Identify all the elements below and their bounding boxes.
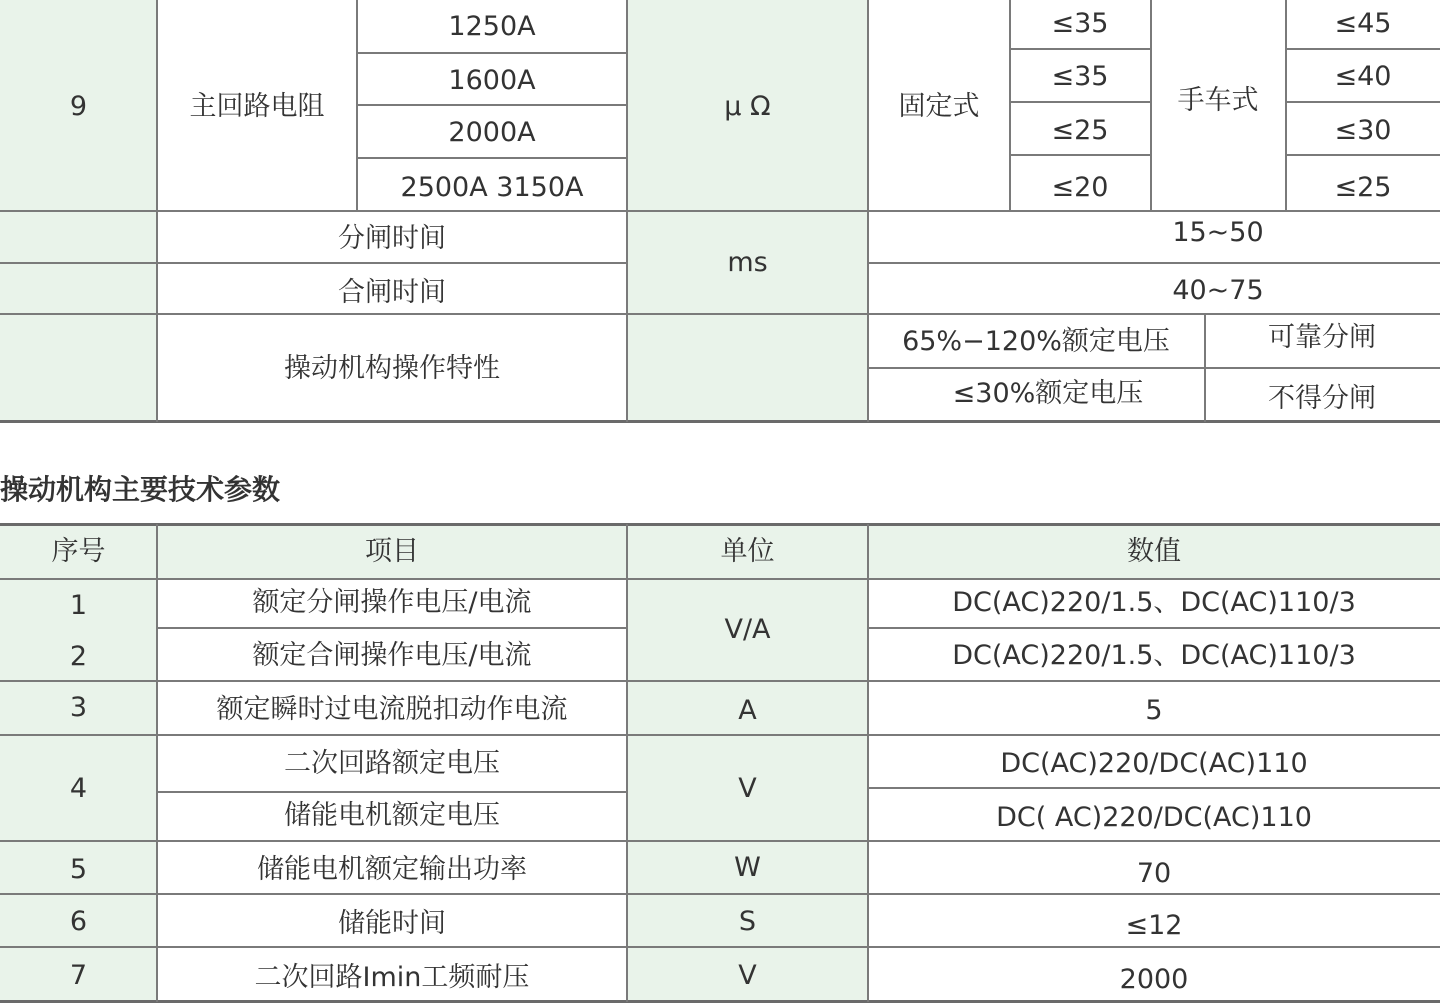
- grid-line: [357, 104, 627, 106]
- row-item: 额定分闸操作电压/电流: [252, 586, 532, 618]
- grid-line: [626, 524, 628, 1002]
- current-2500-3150: 2500A 3150A: [400, 171, 584, 203]
- current-1600: 1600A: [448, 64, 536, 96]
- unit-va: V/A: [724, 613, 771, 645]
- fixed-type-label: 固定式: [898, 90, 980, 122]
- row-item: 储能时间: [338, 907, 446, 939]
- grid-line: [1286, 101, 1440, 103]
- grid-line: [867, 524, 869, 1002]
- current-1250: 1250A: [448, 10, 536, 42]
- row-value: DC(AC)220/1.5、DC(AC)110/3: [952, 639, 1356, 671]
- resistance-label: 主回路电阻: [189, 90, 325, 122]
- closing-time-value: 40~75: [1172, 274, 1264, 306]
- fixed-value: ≤25: [1051, 114, 1109, 146]
- row-unit: V: [738, 959, 757, 991]
- grid-line: [1286, 154, 1440, 156]
- operating-result: 不得分闸: [1268, 382, 1376, 414]
- header-unit: 单位: [720, 536, 775, 567]
- grid-line: [0, 313, 1440, 315]
- fixed-value: ≤35: [1051, 7, 1109, 39]
- grid-line: [1286, 48, 1440, 50]
- grid-line: [356, 0, 358, 212]
- truck-type-label: 手车式: [1177, 84, 1259, 116]
- resistance-index: 9: [69, 90, 88, 122]
- grid-line: [157, 627, 627, 629]
- row-value: 70: [1136, 857, 1172, 889]
- operating-condition: 65%−120%额定电压: [902, 325, 1170, 357]
- operating-condition: ≤30%额定电压: [952, 377, 1144, 409]
- row-index: 1: [69, 589, 88, 621]
- grid-line: [868, 627, 1440, 629]
- unit-v: V: [738, 772, 757, 804]
- row-item: 储能电机额定电压: [284, 799, 500, 831]
- grid-line: [357, 157, 627, 159]
- table-top-border: [0, 523, 1440, 526]
- row-index: 6: [69, 905, 88, 937]
- table-bottom-border: [0, 420, 1440, 423]
- fixed-value: ≤20: [1051, 171, 1109, 203]
- operating-label: 操动机构操作特性: [284, 352, 500, 384]
- row-value: ≤12: [1125, 909, 1183, 941]
- grid-line: [0, 893, 1440, 895]
- grid-line: [156, 0, 158, 422]
- time-unit: ms: [727, 246, 768, 278]
- grid-line: [0, 734, 1440, 736]
- grid-line: [1010, 101, 1150, 103]
- row-unit: W: [734, 851, 761, 883]
- row-unit: S: [738, 905, 757, 937]
- grid-line: [1010, 48, 1150, 50]
- row-index: 4: [69, 772, 88, 804]
- row-item: 储能电机额定输出功率: [257, 853, 527, 885]
- row-item: 二次回路额定电压: [284, 747, 500, 779]
- grid-line: [626, 0, 628, 422]
- fixed-value: ≤35: [1051, 60, 1109, 92]
- row-value: 2000: [1119, 963, 1189, 995]
- row-item: 额定合闸操作电压/电流: [252, 639, 532, 671]
- grid-line: [868, 262, 1440, 264]
- row-item: 额定瞬时过电流脱扣动作电流: [216, 693, 568, 725]
- grid-line: [868, 787, 1440, 789]
- grid-line: [0, 262, 627, 264]
- row-item: 二次回路Imin工频耐压: [254, 961, 530, 993]
- truck-value: ≤25: [1334, 171, 1392, 203]
- grid-line: [1285, 0, 1287, 212]
- header-index: 序号: [51, 536, 106, 567]
- grid-line: [1009, 0, 1011, 212]
- truck-value: ≤40: [1334, 60, 1392, 92]
- row-index: 5: [69, 853, 88, 885]
- current-2000: 2000A: [448, 116, 536, 148]
- grid-line: [1150, 0, 1152, 212]
- table-bottom-border: [0, 1000, 1440, 1003]
- row-value: 5: [1145, 694, 1163, 726]
- grid-line: [0, 210, 1440, 212]
- row-value: DC(AC)220/DC(AC)110: [1000, 747, 1308, 779]
- closing-time-label: 合闸时间: [338, 276, 446, 308]
- grid-line: [1010, 154, 1150, 156]
- row-index: 7: [69, 959, 88, 991]
- grid-line: [868, 367, 1440, 369]
- operating-result: 可靠分闸: [1268, 321, 1376, 353]
- grid-line: [867, 0, 869, 422]
- grid-line: [0, 946, 1440, 948]
- grid-line: [357, 52, 627, 54]
- header-item: 项目: [365, 536, 419, 567]
- grid-line: [0, 680, 1440, 682]
- section-title: 操动机构主要技术参数: [0, 473, 281, 506]
- truck-value: ≤30: [1334, 114, 1392, 146]
- opening-time-label: 分闸时间: [338, 222, 446, 254]
- opening-time-value: 15~50: [1172, 216, 1264, 248]
- row-value: DC( AC)220/DC(AC)110: [996, 801, 1312, 833]
- grid-line: [1204, 314, 1206, 422]
- row-index: 2: [69, 640, 88, 672]
- grid-line: [157, 791, 627, 793]
- grid-line: [156, 524, 158, 1002]
- grid-line: [0, 840, 1440, 842]
- row-value: DC(AC)220/1.5、DC(AC)110/3: [952, 586, 1356, 618]
- row-unit: A: [738, 694, 757, 726]
- header-value: 数值: [1127, 536, 1181, 567]
- resistance-unit: μ Ω: [724, 90, 771, 122]
- row-index: 3: [69, 691, 88, 723]
- grid-line: [0, 578, 1440, 580]
- truck-value: ≤45: [1334, 7, 1392, 39]
